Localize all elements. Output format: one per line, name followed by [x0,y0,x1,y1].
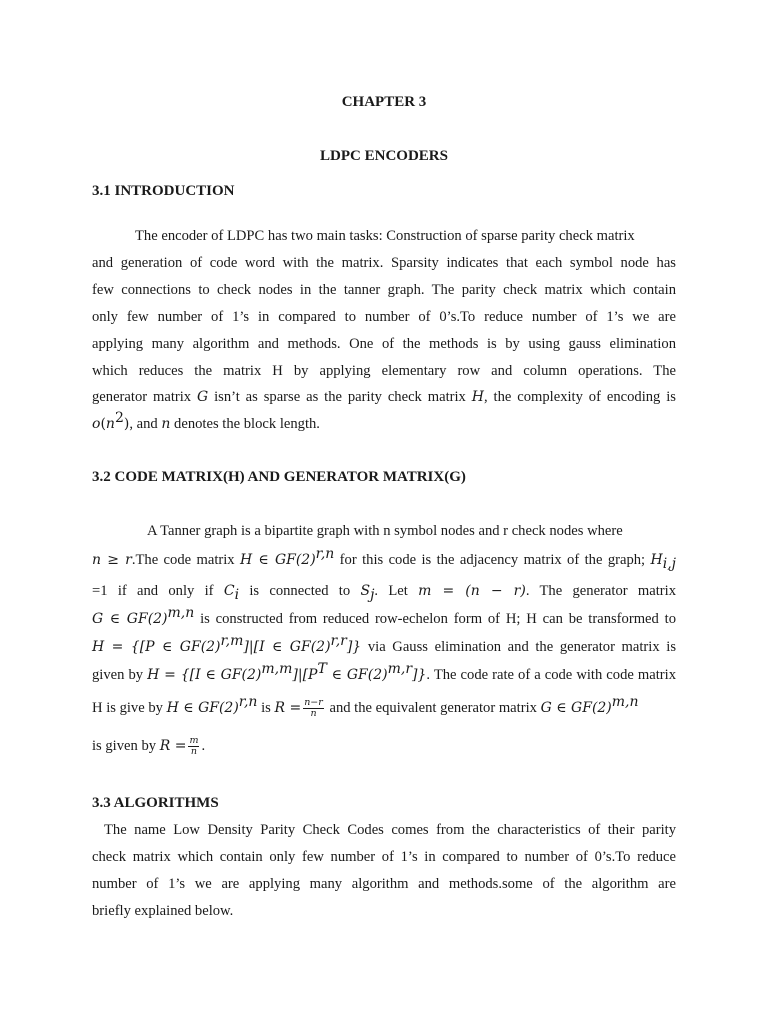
section-heading-algorithms: 3.3 ALGORITHMS [92,795,219,811]
math-symbol: S [360,583,371,599]
math-expression: ]} [412,667,427,683]
math-superscript: r,r [330,633,347,650]
math-expression: H ∈ GF(2) [166,699,239,716]
math-subscript: i,j [662,555,676,572]
text-run: , and [129,416,162,432]
text-run: is connected to [239,583,361,599]
paragraph-line: and generation of code word with the matrix. Sparsity indicates that each symbol node has [92,255,676,271]
text-run: . Let [374,583,419,599]
math-symbol: H [471,389,484,405]
text-run: is given by [92,737,160,754]
paragraph-line: which reduces the matrix H by applying elementary row and column operations. The [92,363,676,379]
text-run: and the equivalent generator matrix [325,699,541,716]
text-run: via Gauss elimination and the generator matrix is [361,639,677,655]
fraction [188,736,199,757]
paragraph-line [92,410,676,433]
section-heading-code-matrix: 3.2 CODE MATRIX(H) AND GENERATOR MATRIX(G) [92,469,466,485]
paragraph-line: A Tanner graph is a bipartite graph with n symbol nodes and r check nodes where [147,523,623,539]
math-symbol: R = [274,699,302,716]
text-run: is constructed from reduced row-echelon form of H; H can be transformed to [194,611,676,627]
paragraph-line: briefly explained below. [92,903,234,919]
math-superscript: m,n [167,605,195,622]
paragraph-line [92,582,676,603]
paragraph-line: few connections to check nodes in the tanner graph. The parity check matrix which contain [92,282,676,298]
paragraph-line [92,693,676,719]
fraction-denominator: n [310,708,317,719]
chapter-label: CHAPTER 3 [341,94,427,110]
section-heading-introduction: 3.1 INTRODUCTION [92,183,235,199]
math-subscript: i [234,586,240,603]
math-expression: m = (n − r) [418,583,526,599]
math-expression: H = {[I ∈ GF(2) [147,667,262,683]
text-run: for this code is the adjacency matrix of the graph; [334,552,651,568]
paragraph-line [92,661,676,684]
text-run: .The code matrix [131,552,240,568]
math-symbol: o [92,416,101,432]
math-symbol: n [105,416,115,432]
text-run: denotes the block length. [170,416,320,432]
paragraph-line: only few number of 1’s in compared to number of 0’s.To reduce number of 1’s we are [92,309,676,325]
math-expression: G ∈ GF(2) [92,611,168,627]
math-superscript: r,n [315,546,335,563]
text-run: H is give by [92,699,167,716]
chapter-title: LDPC ENCODERS [320,148,448,164]
paragraph-line: check matrix which contain only few number of 1’s in compared to number of 0’s.To reduce [92,849,676,865]
math-superscript: 2 [114,410,124,427]
math-superscript: m,r [387,661,413,678]
paragraph-line: The encoder of LDPC has two main tasks: Construction of sparse parity check matrix [135,228,635,244]
math-symbol: G [197,389,209,405]
fraction-numerator: n−r [304,697,323,708]
paragraph-line: applying many algorithm and methods. One of the methods is by using gauss elimination [92,336,676,352]
paragraph-line: number of 1’s we are applying many algorithm and methods.some of the algorithm are [92,876,676,892]
math-symbol: ) [123,416,130,432]
math-expression: n ≥ r [92,552,132,568]
math-superscript: m,n [611,693,639,710]
fraction [303,698,324,719]
paragraph-line [92,546,676,572]
text-run: , the complexity of encoding is [483,389,676,405]
math-superscript: m,m [261,661,293,678]
math-superscript: T [317,661,327,678]
paragraph-line [92,388,676,406]
text-run: . [201,737,206,754]
text-run: . The generator matrix [525,583,676,599]
text-run: =1 if and only if [92,583,224,599]
math-symbol: n [161,416,171,432]
math-expression: H = {[P ∈ GF(2) [92,639,221,655]
text-run: given by [92,667,148,683]
fraction-numerator: m [189,735,199,746]
math-symbol: H [650,552,663,568]
text-run: isn’t as sparse as the parity check matrix [208,389,472,405]
paragraph-line [92,736,676,757]
text-run: . The code rate of a code with code matrix [426,667,676,683]
paragraph-line: The name Low Density Parity Check Codes comes from the characteristics of their parity [104,822,676,838]
text-run: generator matrix [92,389,197,405]
math-symbol: R = [159,737,187,754]
math-expression: ]|[I ∈ GF(2) [243,639,331,655]
math-expression: H ∈ GF(2) [239,552,316,568]
paragraph-line [92,633,677,656]
math-superscript: r,m [220,633,244,650]
text-run: is [257,699,275,716]
math-expression: ∈ GF(2) [326,667,388,683]
math-expression: ]} [346,639,362,655]
math-subscript: j [370,586,375,603]
math-symbol: ( [100,416,106,432]
paragraph-line [92,605,676,628]
fraction-denominator: n [190,746,197,757]
math-symbol: C [223,583,235,599]
math-expression: ]|[P [292,667,318,683]
math-superscript: r,n [238,693,258,710]
math-expression: G ∈ GF(2) [540,699,612,716]
